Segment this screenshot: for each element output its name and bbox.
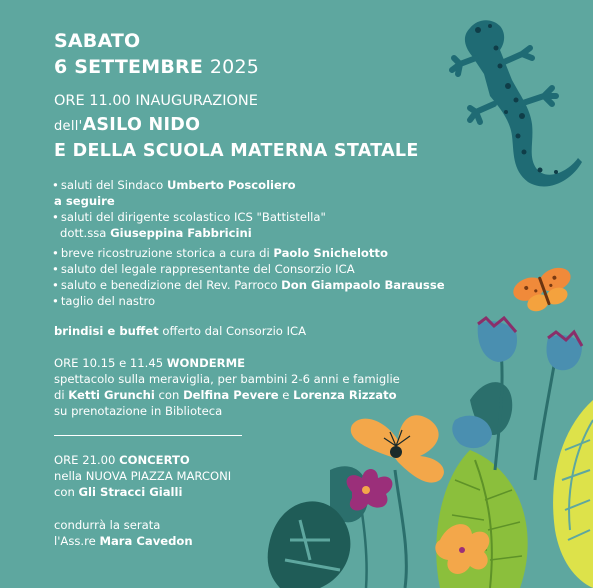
- program-item-bold: Don Giampaolo Barausse: [281, 278, 445, 292]
- wonderme-line1: spettacolo sulla meraviglia, per bambini 2-6 anni e famiglie: [54, 372, 400, 386]
- program-item-text: breve ricostruzione storica a cura di: [60, 246, 274, 260]
- program-item-bold: Giuseppina Fabbricini: [110, 226, 252, 240]
- wonderme-title: WONDERME: [166, 356, 246, 370]
- program-item: [52, 294, 155, 308]
- concert-band: Gli Stracci Gialli: [78, 485, 183, 499]
- wonderme-performer-3: Lorenza Rizzato: [293, 388, 397, 402]
- section-divider: [54, 435, 242, 436]
- program-item-text: dott.ssa: [60, 226, 111, 240]
- wonderme-line2-mid: con: [154, 388, 184, 402]
- host-line1: condurrà la serata: [54, 518, 161, 532]
- concert-time: ORE 21.00: [54, 453, 120, 467]
- program-item: [52, 178, 296, 192]
- wonderme-performer-1: Ketti Grunchi: [68, 388, 155, 402]
- wonderme-line2: [54, 388, 397, 402]
- concert-title: CONCERTO: [119, 453, 190, 467]
- inauguration-time: ORE 11.00 INAUGURAZIONE: [54, 93, 258, 109]
- host-name: Mara Cavedon: [99, 534, 193, 548]
- event-date-bold: 6 SETTEMBRE: [54, 56, 204, 78]
- inauguration-title-1: [54, 115, 200, 135]
- wonderme-performer-2: Delfina Pevere: [183, 388, 279, 402]
- program-item: [52, 262, 355, 276]
- program-item: [60, 226, 252, 240]
- event-date: [54, 56, 259, 78]
- program-item: [54, 194, 115, 208]
- program-item-text: saluto e benedizione del Rev. Parroco: [60, 278, 282, 292]
- program-item-bold: Umberto Poscoliero: [166, 178, 296, 192]
- gecko-icon: [452, 20, 582, 186]
- program-item-text: saluto del legale rappresentante del Consorzio ICA: [60, 262, 355, 276]
- program-item-bold: a seguire: [54, 194, 115, 208]
- flowers-decoration-icon: [268, 318, 593, 588]
- wonderme-line2-pre: di: [54, 388, 69, 402]
- program-item-text: saluti del Sindaco: [60, 178, 167, 192]
- buffet-text: offerto dal Consorzio ICA: [158, 324, 307, 338]
- wonderme-heading: [54, 356, 245, 370]
- program-item: [52, 210, 326, 224]
- event-day: SABATO: [54, 30, 141, 52]
- concert-heading: [54, 453, 190, 467]
- event-year: 2025: [209, 56, 260, 78]
- wonderme-line2-and: e: [278, 388, 294, 402]
- buffet-line: [54, 324, 306, 338]
- buffet-bold: brindisi e buffet: [54, 324, 159, 338]
- program-item: [52, 278, 445, 292]
- butterfly-icon: [510, 264, 578, 317]
- program-item-bold: Paolo Snichelotto: [273, 246, 388, 260]
- concert-line1: nella NUOVA PIAZZA MARCONI: [54, 469, 232, 483]
- host-line2-pre: l'Ass.re: [54, 534, 100, 548]
- inauguration-prefix: dell': [54, 119, 83, 134]
- program-item: [52, 246, 388, 260]
- wonderme-time: ORE 10.15 e 11.45: [54, 356, 167, 370]
- program-item-text: taglio del nastro: [60, 294, 156, 308]
- host-line2: [54, 534, 193, 548]
- concert-line2-pre: con: [54, 485, 79, 499]
- wonderme-line3: su prenotazione in Biblioteca: [54, 404, 223, 418]
- inauguration-title-main: ASILO NIDO: [82, 115, 201, 135]
- inauguration-title-2: E DELLA SCUOLA MATERNA STATALE: [54, 141, 419, 161]
- program-item-text: saluti del dirigente scolastico ICS "Battistella": [60, 210, 326, 224]
- concert-line2: [54, 485, 182, 499]
